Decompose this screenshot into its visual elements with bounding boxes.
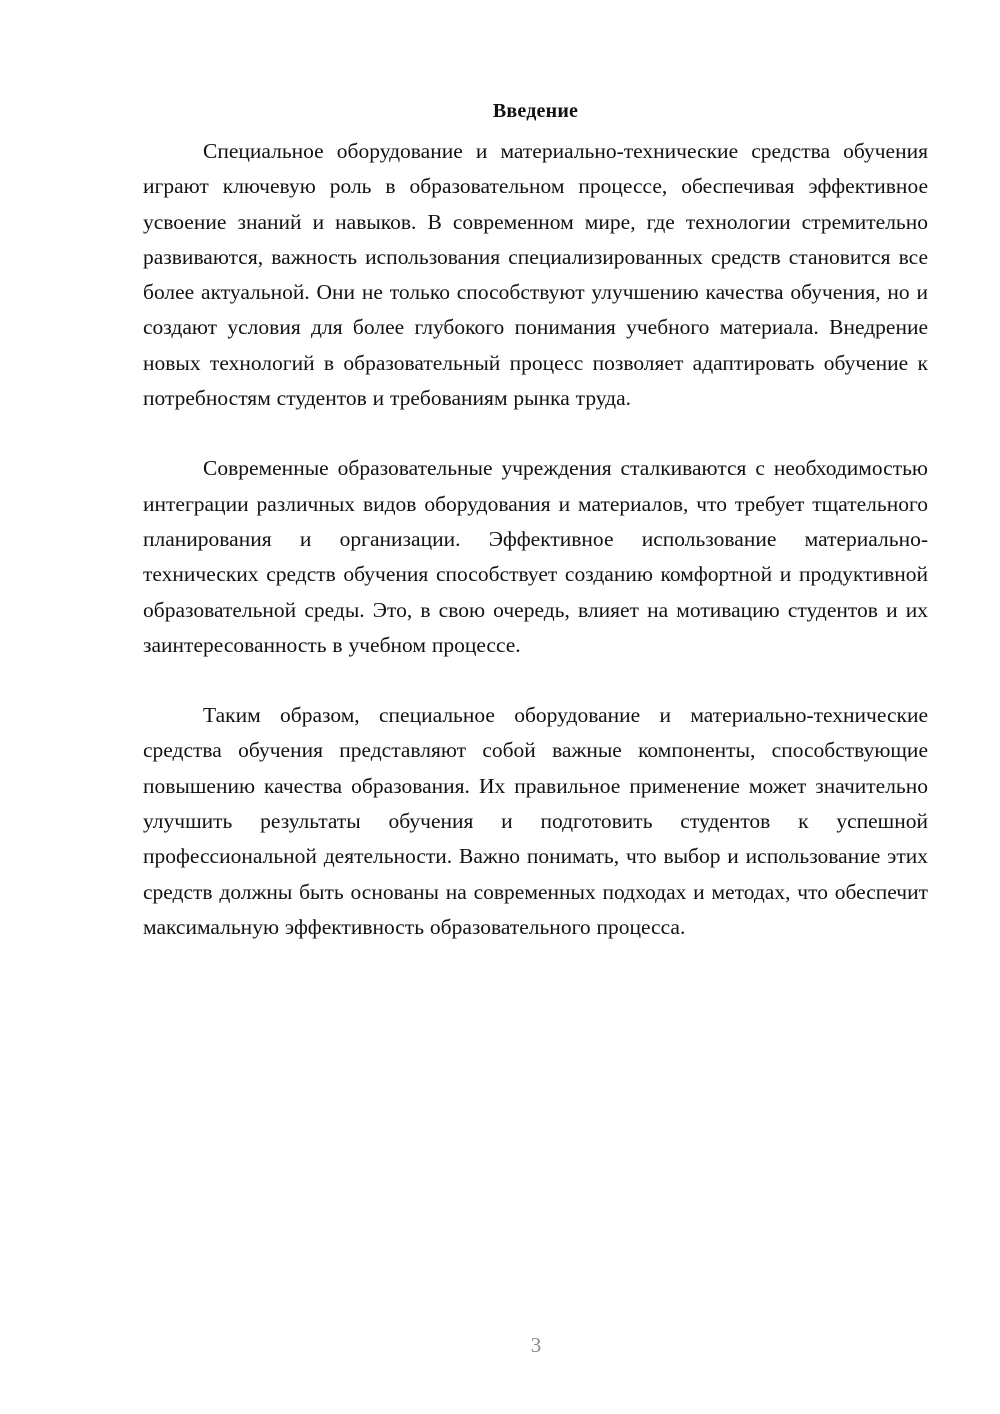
paragraph-3: Таким образом, специальное оборудование и материально-технические средства обучения представляют собой важные компоненты, способствующие повышению качества образования. Их правильное применение может значительно улучшить результаты обучения и подготовить студентов к успешной профессиональной деятельности. Важно понимать, что выбор и использование этих средств должны быть основаны на современных подходах и методах, что обеспечит максимальную эффективность образовательного процесса. <box>143 703 928 939</box>
page-number: 3 <box>530 1333 542 1357</box>
page-content <box>143 96 928 945</box>
paragraph-1: Специальное оборудование и материально-технические средства обучения играют ключевую роль в образовательном процессе, обеспечивая эффективное усвоение знаний и навыков. В современном мире, где технологии стремительно развиваются, важность использования специализированных средств становится все более актуальной. Они не только способствуют улучшению качества обучения, но и создают условия для более глубокого понимания учебного материала. Внедрение новых технологий в образовательный процесс позволяет адаптировать обучение к потребностям студентов и требованиям рынка труда. <box>143 139 928 411</box>
paragraph-2: Современные образовательные учреждения сталкиваются с необходимостью интеграции различных видов оборудования и материалов, что требует тщательного планирования и организации. Эффективное использование материально-технических средств обучения способствует созданию комфортной и продуктивной образовательной среды. Это, в свою очередь, влияет на мотивацию студентов и их заинтересованность в учебном процессе. <box>143 456 928 657</box>
section-heading: Введение <box>492 100 579 122</box>
